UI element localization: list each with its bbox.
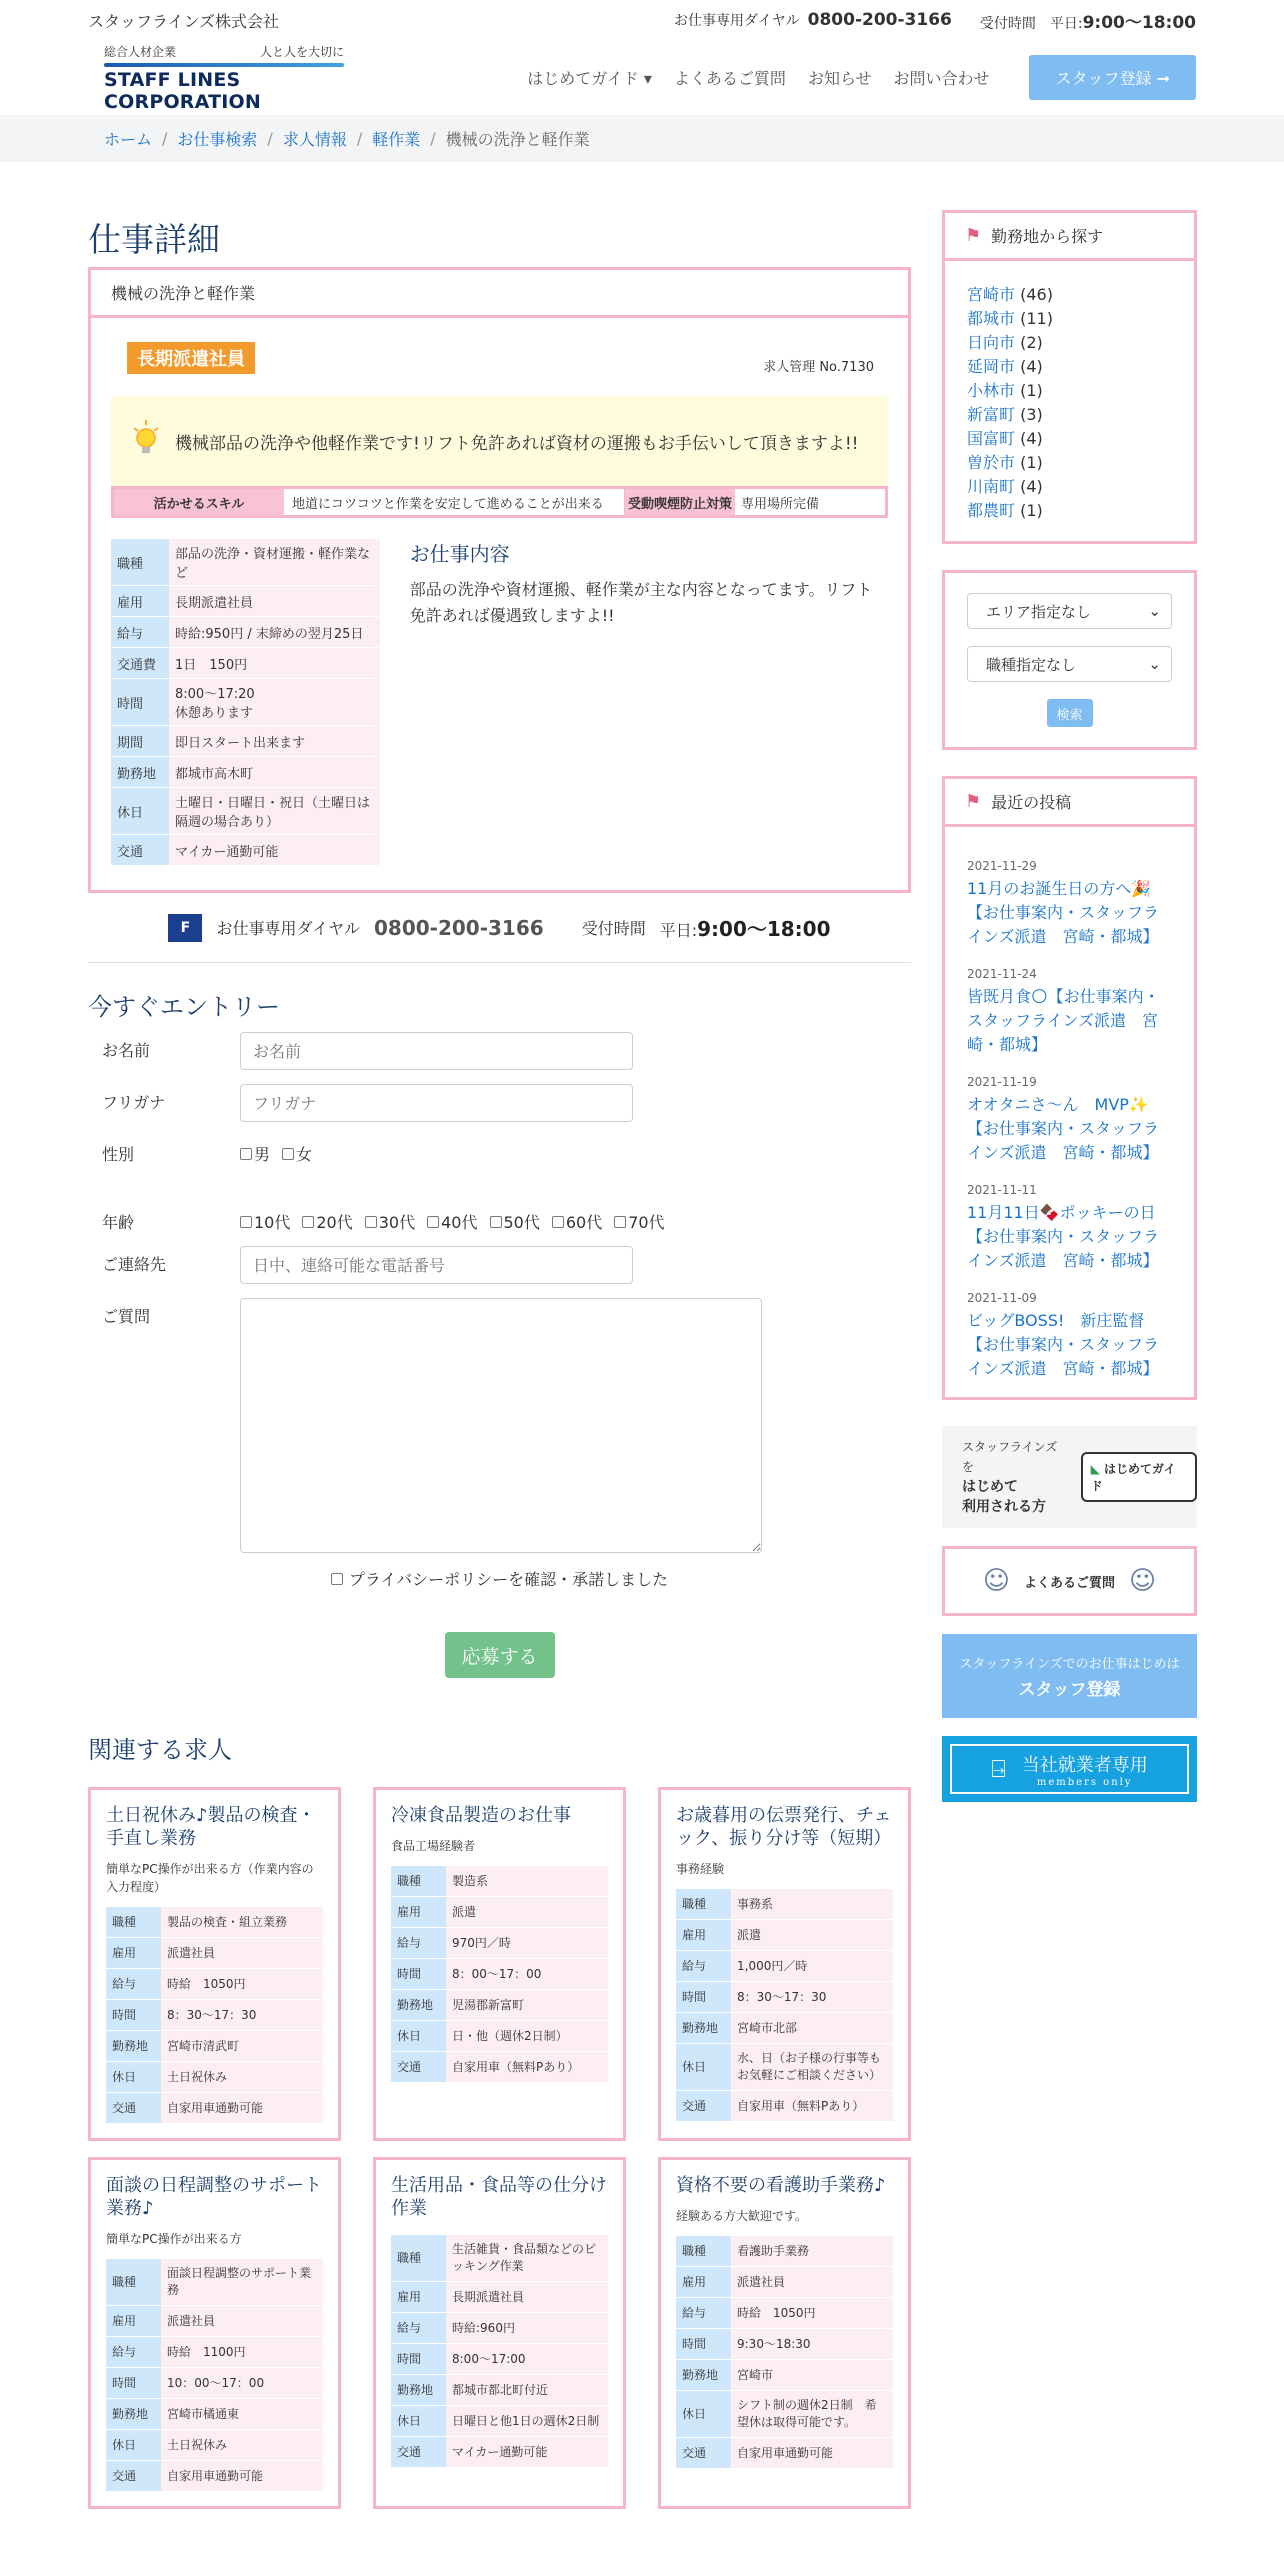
card-row: 勤務地 宮崎市橘通東: [106, 2399, 323, 2429]
card-row: 交通 自家用車通勤可能: [106, 2093, 323, 2123]
post-link[interactable]: ビッグBOSS! 新庄監督【お仕事案内・スタッフラインズ派遣 宮崎・都城】: [967, 1311, 1160, 1378]
breadcrumb-current: 機械の洗浄と軽作業: [445, 130, 590, 149]
dial-number: 0800-200-3166: [374, 915, 544, 940]
job-detail-box: [88, 267, 911, 893]
card-title[interactable]: 生活用品・食品等の仕分け作業: [391, 2175, 607, 2219]
spec-key: 雇用: [111, 586, 169, 616]
chevron-down-icon: ⌄: [1148, 655, 1161, 673]
spec-key: 休日: [111, 788, 169, 834]
post-link[interactable]: 11月11日🍫ポッキーの日【お仕事案内・スタッフラインズ派遣 宮崎・都城】: [967, 1203, 1160, 1270]
card-row: 交通 自家用車通勤可能: [106, 2461, 323, 2491]
guide-banner[interactable]: スタッフラインズを はじめて 利用される方 ◣ はじめてガイド: [942, 1426, 1197, 1528]
related-job-card[interactable]: [88, 1787, 341, 2141]
post-date: 2021-11-29: [967, 859, 1037, 873]
card-row: 給与 970円／時: [391, 1928, 608, 1958]
nav-guide[interactable]: はじめてガイド ▾: [527, 69, 652, 88]
post-item: [967, 1183, 1172, 1273]
spec-key: 給与: [111, 617, 169, 647]
area-link[interactable]: 宮崎市 (46): [967, 285, 1053, 304]
post-link[interactable]: 11月のお誕生日の方へ🎉【お仕事案内・スタッフラインズ派遣 宮崎・都城】: [967, 879, 1160, 946]
area-link[interactable]: 新富町 (3): [967, 405, 1043, 424]
employment-badge: 長期派遣社員: [127, 342, 255, 374]
spec-key: 交通: [111, 835, 169, 865]
spec-value: 即日スタート出来ます: [169, 726, 380, 756]
related-job-card[interactable]: [373, 2157, 626, 2509]
breadcrumb-jobs[interactable]: 求人情報: [282, 130, 347, 149]
spec-value: 都城市高木町: [169, 757, 380, 787]
related-job-card[interactable]: [88, 2157, 341, 2509]
nav-contact[interactable]: お問い合わせ: [893, 69, 990, 88]
spec-key: 期間: [111, 726, 169, 756]
main-content: [88, 210, 911, 2509]
card-row: 勤務地 都城市都北町付近: [391, 2375, 608, 2405]
card-spec-table: [391, 2234, 608, 2468]
guide-badge: ◣ はじめてガイド: [1081, 1452, 1197, 1502]
card-title[interactable]: 面談の日程調整のサポート業務♪: [106, 2175, 322, 2219]
age-20[interactable]: 20代: [302, 1210, 352, 1233]
card-row: 時間 9:30〜18:30: [676, 2329, 893, 2359]
post-date: 2021-11-09: [967, 1291, 1037, 1305]
main-nav: [0, 40, 1284, 115]
card-row: 時間 10：00〜17：00: [106, 2368, 323, 2398]
chevron-down-icon: ⌄: [1148, 602, 1161, 620]
card-row: 給与 1,000円／時: [676, 1951, 893, 1981]
freecall-icon: F: [168, 914, 202, 942]
area-select[interactable]: エリア指定なし ⌄: [967, 593, 1172, 629]
card-row: 勤務地 児湯郡新富町: [391, 1990, 608, 2020]
breadcrumb-category[interactable]: 軽作業: [372, 130, 421, 149]
area-link[interactable]: 都農町 (1): [967, 501, 1043, 520]
spec-value: 土曜日・日曜日・祝日（土曜日は隔週の場合あり）: [169, 788, 380, 834]
flag-icon: ⚑: [965, 791, 982, 812]
faq-banner[interactable]: ☺ よくあるご質問 ☺: [942, 1546, 1197, 1616]
post-item: [967, 1291, 1172, 1381]
spec-row: [111, 648, 380, 678]
card-row: 休日 土日祝休み: [106, 2430, 323, 2460]
card-row: 給与 時給:960円: [391, 2313, 608, 2343]
spec-value: 部品の洗浄・資材運搬・軽作業など: [169, 539, 380, 585]
card-row: 給与 時給 1100円: [106, 2337, 323, 2367]
card-spec-table: [391, 1865, 608, 2083]
card-row: 休日 シフト制の週休2日制 希望休は取得可能です。: [676, 2391, 893, 2437]
related-jobs: [88, 1787, 911, 2509]
card-row: 職種 看護助手業務: [676, 2236, 893, 2266]
related-title: 関連する求人: [88, 1736, 232, 1764]
spec-value: 1日 150円: [169, 648, 380, 678]
top-bar: [0, 0, 1284, 40]
area-link[interactable]: 川南町 (4): [967, 477, 1043, 496]
door-icon: ⍈: [991, 1755, 1006, 1783]
age-30[interactable]: 30代: [365, 1210, 415, 1233]
dial-bar: F お仕事専用ダイヤル 0800-200-3166 受付時間 平日:9:00〜18:00: [88, 913, 911, 942]
area-link[interactable]: 日向市 (2): [967, 333, 1043, 352]
age-40[interactable]: 40代: [427, 1210, 477, 1233]
contact-input[interactable]: [240, 1246, 633, 1284]
card-spec-table: [106, 1906, 323, 2124]
age-60[interactable]: 60代: [552, 1210, 602, 1233]
card-requirement: 簡単なPC操作が出来る方: [106, 2232, 242, 2246]
gender-female[interactable]: 女: [282, 1142, 312, 1165]
card-row: 雇用 派遣社員: [106, 1938, 323, 1968]
recent-posts-box: ⚑ 最近の投稿 2021-11-29 11月のお誕生日の方へ🎉【お仕事案内・スタッフラインズ派遣 宮崎・都城】 2021-11-24 皆既月食🌕【お仕事案内・スタッフラインズ派遣 宮崎・都城】 2021-11-19 オオタニさ〜ん MVP✨【お仕事案内・スタッフラインズ派遣 宮崎・都城】 2021-11-11 11月11日🍫ポッキーの日【お仕事案内・スタッフラインズ派遣 宮崎・都城】 2021-11-09 ビッグBOSS! 新庄監督【お仕事案内・スタッフラインズ派遣 宮崎・都城】: [942, 776, 1197, 1400]
card-row: 休日 日曜日と他1日の週休2日制: [391, 2406, 608, 2436]
top-hours: 受付時間 平日:9:00〜18:00: [979, 12, 1196, 33]
person-icon: ☺: [1129, 1566, 1157, 1596]
card-row: 交通 自家用車（無料Pあり）: [676, 2091, 893, 2121]
sidebar: [942, 210, 1197, 1820]
card-row: 職種 事務系: [676, 1889, 893, 1919]
spec-row: [111, 617, 380, 647]
spec-value: 時給:950円 / 末締めの翌月25日: [169, 617, 380, 647]
kana-input[interactable]: [240, 1084, 633, 1122]
card-row: 休日 日・他（週休2日制）: [391, 2021, 608, 2051]
card-row: 雇用 派遣社員: [676, 2267, 893, 2297]
question-textarea[interactable]: [240, 1298, 762, 1553]
breadcrumb-home[interactable]: ホーム: [104, 130, 153, 149]
post-date: 2021-11-11: [967, 1183, 1037, 1197]
card-row: 給与 時給 1050円: [676, 2298, 893, 2328]
card-row: 休日 水、日（お子様の行事等もお気軽にご相談ください）: [676, 2044, 893, 2090]
post-date: 2021-11-19: [967, 1075, 1037, 1089]
post-link[interactable]: オオタニさ〜ん MVP✨【お仕事案内・スタッフラインズ派遣 宮崎・都城】: [967, 1095, 1160, 1162]
spec-key: 時間: [111, 679, 169, 725]
card-row: 雇用 派遣社員: [106, 2306, 323, 2336]
company-name: スタッフラインズ株式会社: [88, 11, 280, 31]
age-50[interactable]: 50代: [490, 1210, 540, 1233]
entry-title: 今すぐエントリー: [88, 993, 280, 1021]
card-spec-table: [676, 1888, 893, 2122]
area-link[interactable]: 都城市 (11): [967, 309, 1053, 328]
post-item: [967, 967, 1172, 1057]
search-button[interactable]: 検索: [1047, 699, 1093, 727]
card-row: 交通 自家用車（無料Pあり）: [391, 2052, 608, 2082]
spec-key: 職種: [111, 539, 169, 585]
age-70[interactable]: 70代: [614, 1210, 664, 1233]
card-title[interactable]: 冷凍食品製造のお仕事: [391, 1805, 571, 1826]
card-row: 給与 時給 1050円: [106, 1969, 323, 1999]
spec-row: [111, 835, 380, 865]
post-item: [967, 1075, 1172, 1165]
name-input[interactable]: [240, 1032, 633, 1070]
flag-icon: ⚑: [965, 225, 982, 246]
card-row: 職種 製造系: [391, 1866, 608, 1896]
job-title: 機械の洗浄と軽作業: [91, 270, 908, 318]
staff-register-button[interactable]: スタッフ登録 ➞: [1029, 55, 1196, 100]
area-link[interactable]: 小林市 (1): [967, 381, 1043, 400]
area-link[interactable]: 国富町 (4): [967, 429, 1043, 448]
card-requirement: 食品工場経験者: [391, 1839, 476, 1853]
arrow-right-icon: ➞: [1156, 69, 1170, 88]
card-row: 時間 8：00〜17：00: [391, 1959, 608, 1989]
entry-form: お名前 お名前 フリガナ フリガナ 性別 男 女 年齢 10代 20代 30代 40代 50代 60代 70代 ご連絡先 日中、連絡可能な電話番号 ご質問 プライバシーポリシーを確認・承諾しました 応募する: [88, 1032, 911, 1678]
post-date: 2021-11-24: [967, 967, 1037, 981]
card-row: 雇用 長期派遣社員: [391, 2282, 608, 2312]
company-logo[interactable]: 総合人材企業 人と人を大切に STAFF LINES CORPORATION: [104, 44, 344, 113]
job-id: 求人管理 No.7130: [763, 360, 874, 375]
top-dial: お仕事専用ダイヤル 0800-200-3166: [674, 10, 952, 30]
card-row: 職種 面談日程調整のサポート業務: [106, 2259, 323, 2305]
related-job-card[interactable]: [658, 2157, 911, 2509]
job-spec-table: [111, 538, 380, 866]
spec-row: [111, 757, 380, 787]
card-row: 勤務地 宮崎市北部: [676, 2013, 893, 2043]
spec-row: [111, 586, 380, 616]
members-banner[interactable]: ⍈ 当社就業者専用 members only: [942, 1736, 1197, 1802]
card-row: 時間 8：30〜17：30: [106, 2000, 323, 2030]
nav-faq[interactable]: よくあるご質問: [673, 69, 786, 88]
card-title[interactable]: 土日祝休み♪製品の検査・手直し業務: [106, 1805, 316, 1849]
spec-key: 勤務地: [111, 757, 169, 787]
card-row: 勤務地 宮崎市清武町: [106, 2031, 323, 2061]
spec-row: [111, 539, 380, 585]
card-requirement: 簡単なPC操作が出来る方（作業内容の入力程度）: [106, 1862, 314, 1894]
spec-value: 長期派遣社員: [169, 586, 380, 616]
spec-row: [111, 726, 380, 756]
post-link[interactable]: 皆既月食🌕【お仕事案内・スタッフラインズ派遣 宮崎・都城】: [967, 987, 1160, 1054]
breadcrumb: ホーム / お仕事検索 / 求人情報 / 軽作業 / 機械の洗浄と軽作業: [0, 115, 1284, 162]
area-link[interactable]: 曽於市 (1): [967, 453, 1043, 472]
job-type-select[interactable]: 職種指定なし ⌄: [967, 646, 1172, 682]
spec-key: 交通費: [111, 648, 169, 678]
card-row: 交通 自家用車通勤可能: [676, 2438, 893, 2468]
area-link[interactable]: 延岡市 (4): [967, 357, 1043, 376]
spec-value: 8:00〜17:20 休憩あります: [169, 679, 380, 725]
filter-box: [942, 570, 1197, 750]
card-spec-table: [106, 2258, 323, 2492]
card-row: 勤務地 宮崎市: [676, 2360, 893, 2390]
caret-down-icon: ▾: [643, 69, 652, 88]
apply-button[interactable]: 応募する: [445, 1632, 555, 1678]
job-catch: 機械部品の洗浄や他軽作業です!リフト免許あれば資材の運搬もお手伝いして頂きますよ!!: [111, 396, 888, 486]
person-icon: ☺: [982, 1566, 1010, 1596]
card-row: 時間 8：30〜17：30: [676, 1982, 893, 2012]
page-title: 仕事詳細: [88, 220, 220, 259]
beginner-mark-icon: ◣: [1090, 1462, 1100, 1476]
card-title[interactable]: お歳暮用の伝票発行、チェック、振り分け等（短期）: [676, 1805, 892, 1849]
breadcrumb-search[interactable]: お仕事検索: [177, 130, 258, 149]
top-dial-number: 0800-200-3166: [807, 10, 952, 30]
spec-value: マイカー通勤可能: [169, 835, 380, 865]
card-row: 雇用 派遣: [391, 1897, 608, 1927]
card-row: 職種 製品の検査・組立業務: [106, 1907, 323, 1937]
card-row: 時間 8:00〜17:00: [391, 2344, 608, 2374]
job-description: お仕事内容 部品の洗浄や資材運搬、軽作業が主な内容となってます。リフト免許あれば優遇致しますよ!!: [409, 542, 873, 625]
spec-row: [111, 788, 380, 834]
card-row: 休日 土日祝休み: [106, 2062, 323, 2092]
age-10[interactable]: 10代: [240, 1210, 290, 1233]
card-row: 雇用 派遣: [676, 1920, 893, 1950]
card-row: 職種 生活雑貨・食品類などのピッキング作業: [391, 2235, 608, 2281]
card-requirement: 事務経験: [676, 1862, 725, 1876]
card-spec-table: [676, 2235, 893, 2469]
skill-row: 活かせるスキル 地道にコツコツと作業を安定して進めることが出来る 受動喫煙防止対策 専用場所完備: [111, 486, 888, 518]
gender-options: [240, 1136, 312, 1165]
related-job-card[interactable]: [658, 1787, 911, 2141]
privacy-checkbox[interactable]: プライバシーポリシーを確認・承諾しました: [88, 1567, 911, 1590]
related-job-card[interactable]: [373, 1787, 626, 2141]
card-row: 交通 マイカー通勤可能: [391, 2437, 608, 2467]
card-title[interactable]: 資格不要の看護助手業務♪: [676, 2175, 886, 2196]
lightbulb-icon: [131, 418, 161, 464]
post-item: [967, 859, 1172, 949]
area-search-box: ⚑ 勤務地から探す 宮崎市 (46) 都城市 (11) 日向市 (2) 延岡市 (4) 小林市 (1) 新富町 (3) 国富町 (4) 曽於市 (1) 川南町 (4) 都農町 (1): [942, 210, 1197, 544]
age-options: [240, 1204, 665, 1233]
register-banner[interactable]: スタッフラインズでのお仕事はじめは スタッフ登録: [942, 1634, 1197, 1718]
card-requirement: 経験ある方大歓迎です。: [676, 2209, 808, 2223]
spec-row: [111, 679, 380, 725]
nav-news[interactable]: お知らせ: [807, 69, 872, 88]
gender-male[interactable]: 男: [240, 1142, 270, 1165]
